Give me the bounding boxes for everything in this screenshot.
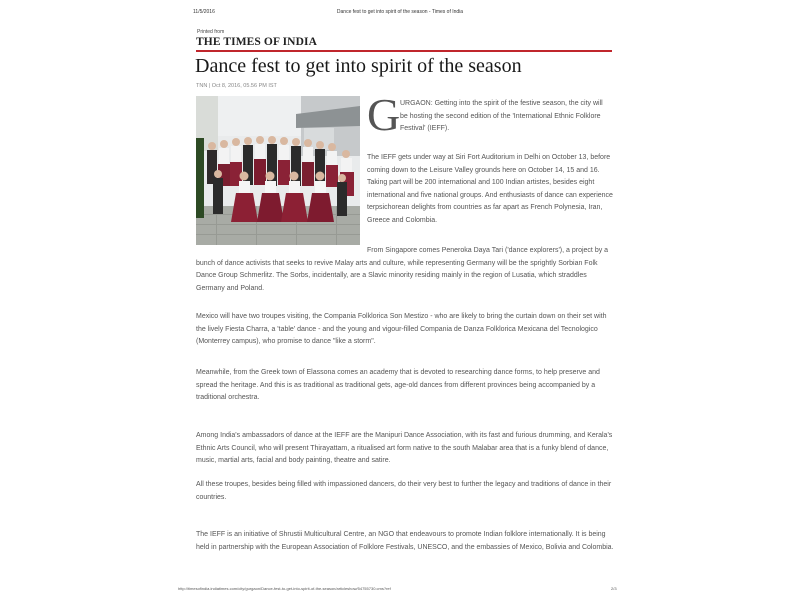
article-paragraph: URGAON: Getting into the spirit of the festive season, the city will be hosting the second edition of the 'International Ethnic Folklore Festival' (IEFF). [400, 100, 603, 133]
brand-divider [196, 50, 612, 52]
article-paragraph: From Singapore comes Peneroka Daya Tari ('dance explorers'), a project by a bunch of dance activists that seeks to revive Malay arts and culture, while representing Germany will be the sprightly Sorbian Folk Dance Group Schmerlitz. The Sorbs, incidentally, are a Slavic minority residing mainly in the region of Lusatia, which straddles Germany and Poland. [196, 247, 609, 292]
publication-logo: THE TIMES OF INDIA [196, 36, 317, 48]
article-paragraph: Meanwhile, from the Greek town of Elassona comes an academy that is devoted to researching dance forms, to help preserve and spread the heritage. And this is as traditional as traditional gets, age-old dances from different provinces being accompanied by a traditional orchestra. [196, 369, 600, 402]
article-byline: TNN | Oct 8, 2016, 05.56 PM IST [196, 83, 277, 89]
article-headline: Dance fest to get into spirit of the season [195, 55, 522, 77]
print-url: http://timesofindia.indiatimes.com/city/gurgaon/Dance-fest-to-get-into-spirit-of-the-season/articleshow/54755730.cms?ref [178, 586, 391, 591]
article-photo-dance-troupe [196, 96, 360, 245]
article-paragraph: The IEFF is an initiative of Shrustii Multicultural Centre, an NGO that endeavours to promote Indian folklore internationally. It is being held in partnership with the European Association of Folklore Festivals, UNESCO, and the embassies of Mexico, Bolivia and Colombia. [196, 531, 614, 551]
printed-from-label: Printed from [197, 29, 225, 35]
print-page-number: 2/3 [611, 586, 617, 591]
print-date: 11/5/2016 [193, 9, 215, 15]
article-paragraph: All these troupes, besides being filled with impassioned dancers, do their very best to further the legacy and traditions of dance in their countries. [196, 481, 612, 501]
article-paragraph: Mexico will have two troupes visiting, the Compania Folklorica Son Mestizo - who are likely to bring the curtain down on their set with the lively Fiesta Charra, a 'table' dance - and the young and vigour-filled Compania de Danza Folklorica Mexicana del Tecnologico (Monterrey campus), who promise to dance "like a storm". [196, 313, 607, 346]
drop-cap: G [367, 89, 401, 140]
article-paragraph: Among India's ambassadors of dance at the IEFF are the Manipuri Dance Association, with its fast and furious drumming, and Kerala's Ethnic Arts Council, who will present Thirayattam, a ritualised art form native to the south Malabar area that is a funky blend of dance, music, martial arts, facial and body painting, theatre and satire. [196, 432, 613, 465]
article-paragraph: The IEFF gets under way at Siri Fort Auditorium in Delhi on October 13, before coming down to the Leisure Valley grounds here on October 14, 15 and 16. Taking part will be 200 international and 100 Indian artistes, besides eight international and five national groups. And enthusiasts of dance can experience terpsichorean delights from countries as far apart as French Polynesia, Iran, Greece and Colombia. [367, 154, 613, 224]
print-page-title: Dance fest to get into spirit of the season - Times of India [336, 9, 464, 15]
